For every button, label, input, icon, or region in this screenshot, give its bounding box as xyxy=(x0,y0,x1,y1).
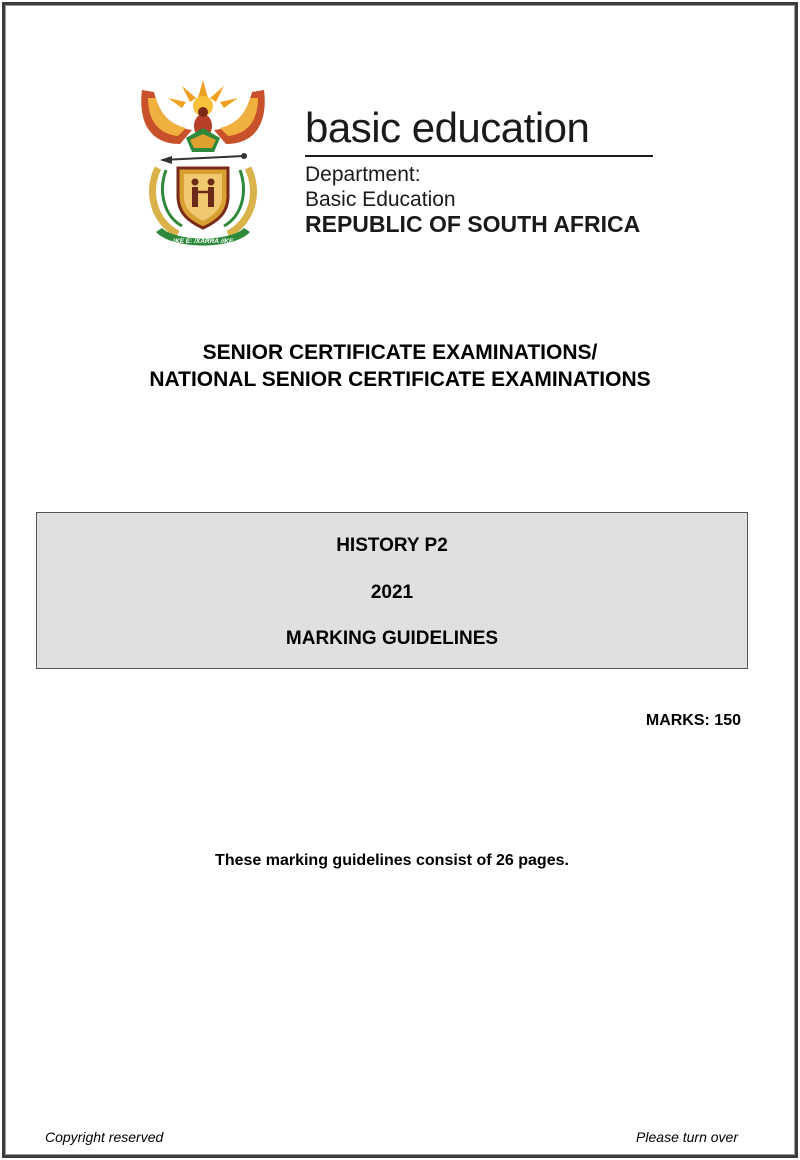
brand-title: basic education xyxy=(305,104,590,151)
subject-box xyxy=(36,512,748,669)
exam-year: 2021 xyxy=(370,582,414,603)
department-name: Basic Education xyxy=(305,188,456,211)
south-africa-coat-of-arms-icon xyxy=(132,72,274,254)
document-type: MARKING GUIDELINES xyxy=(285,628,499,649)
subject-name: HISTORY P2 xyxy=(336,535,448,556)
footer-copyright: Copyright reserved xyxy=(45,1129,164,1145)
exam-title xyxy=(0,339,800,393)
country-name: REPUBLIC OF SOUTH AFRICA xyxy=(305,211,641,237)
footer-turn-over: Please turn over xyxy=(636,1129,738,1145)
total-marks: MARKS: 150 xyxy=(645,712,741,729)
exam-title-line1: SENIOR CERTIFICATE EXAMINATIONS/ xyxy=(202,341,598,364)
department-label: Department: xyxy=(305,163,421,186)
pages-note: These marking guidelines consist of 26 pages. xyxy=(215,852,569,869)
motto-text: !KE E: /XARRA //KE xyxy=(172,238,234,245)
exam-title-line2: NATIONAL SENIOR CERTIFICATE EXAMINATIONS xyxy=(149,368,651,391)
brand-divider xyxy=(305,155,653,157)
